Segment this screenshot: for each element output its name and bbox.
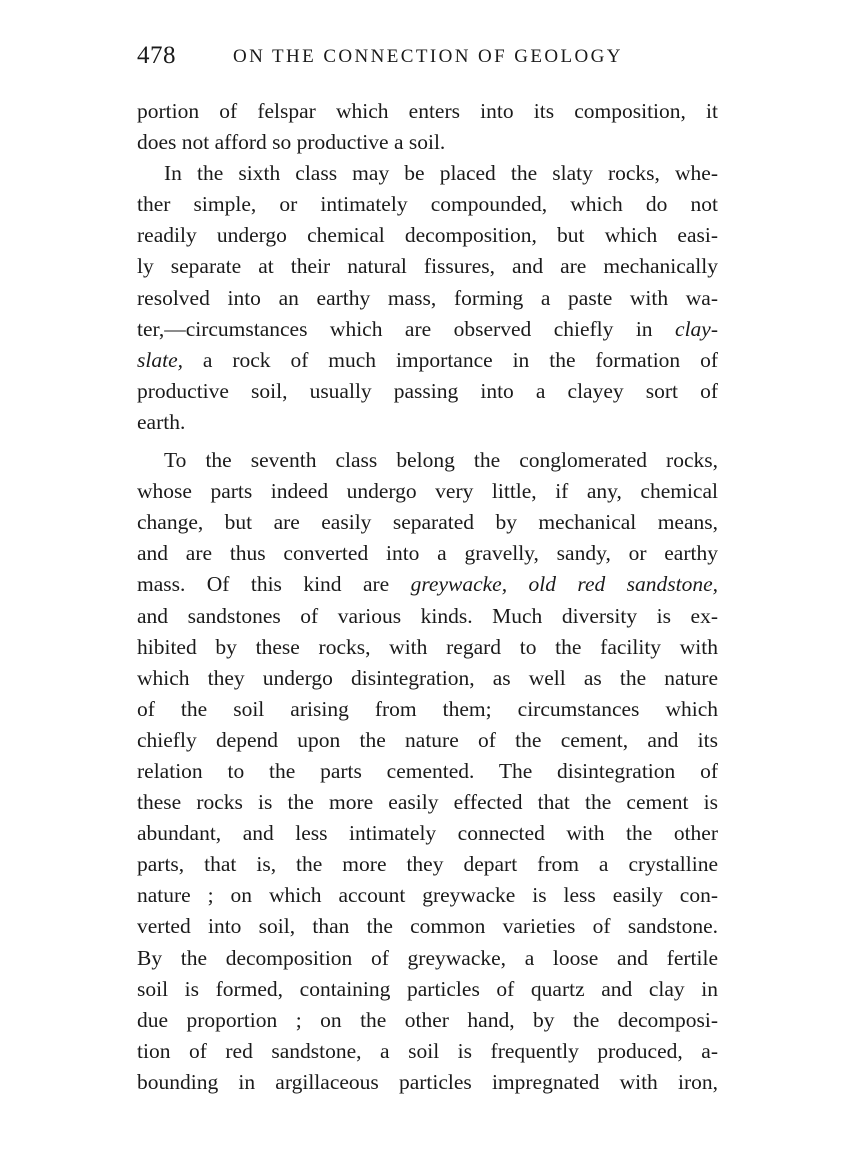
text-line: To the seventh class belong the conglomerated rocks, [164,448,718,473]
page-header [137,42,727,76]
text-line: due proportion ; on the other hand, by the decomposi- [137,1007,718,1032]
italic-term: greywacke, [410,572,508,597]
paragraph-2 [137,158,718,438]
text-line: hibited by these rocks, with regard to the facility with [137,634,718,659]
text-span: ter,—circumstances which are observed chiefly in [137,316,653,341]
text-line: earth. [137,409,186,434]
text-line: of the soil arising from them; circumstances which [137,696,718,721]
text-line: and sandstones of various kinds. Much diversity is ex- [137,603,718,628]
text-line: resolved into an earthy mass, forming a paste with wa- [137,285,718,310]
page-number: 478 [137,42,176,69]
text-line: tion of red sandstone, a soil is frequently produced, a- [137,1038,718,1063]
text-line: By the decomposition of greywacke, a loose and fertile [137,945,718,970]
text-line: nature ; on which account greywacke is less easily con- [137,883,718,908]
text-line: productive soil, usually passing into a clayey sort of [137,378,718,403]
text-line: portion of felspar which enters into its composition, it [137,99,718,123]
text-line: parts, that is, the more they depart from a crystalline [137,852,718,877]
paragraph-gap [137,438,718,445]
text-line: whose parts indeed undergo very little, if any, chemical [137,479,718,504]
italic-term: slate, [137,347,183,372]
text-line: readily undergo chemical decomposition, but which easi- [137,223,718,248]
text-line [137,345,718,376]
italic-term: old red sandstone, [528,572,718,597]
text-line [137,569,718,600]
text-line: these rocks is the more easily effected that the cement is [137,790,718,815]
text-line: In the sixth class may be placed the slaty rocks, whe- [164,161,718,186]
text-line: which they undergo disintegration, as well as the nature [137,665,718,690]
text-line: and are thus converted into a gravelly, sandy, or earthy [137,541,718,566]
text-line: ly separate at their natural fissures, and are mechanically [137,254,718,279]
text-line: verted into soil, than the common varieties of sandstone. [137,914,718,939]
text-line: relation to the parts cemented. The disintegration of [137,758,718,783]
text-line: soil is formed, containing particles of quartz and clay in [137,976,718,1001]
paragraph-1 [137,96,718,158]
paragraph-3 [137,445,718,1098]
text-line: does not afford so productive a soil. [137,130,446,155]
text-line: abundant, and less intimately connected with the other [137,821,718,846]
text-line [137,314,718,345]
text-span: mass. Of this kind are [137,572,390,597]
text-line: ther simple, or intimately compounded, which do not [137,192,718,217]
text-span: a rock of much importance in the formation of [182,347,718,372]
text-line: bounding in argillaceous particles impregnated with iron, [137,1069,718,1094]
italic-term: clay- [675,316,718,341]
text-line: change, but are easily separated by mechanical means, [137,510,718,535]
body-text [137,96,718,1098]
text-line: chiefly depend upon the nature of the cement, and its [137,727,718,752]
running-head: ON THE CONNECTION OF GEOLOGY [233,46,623,67]
